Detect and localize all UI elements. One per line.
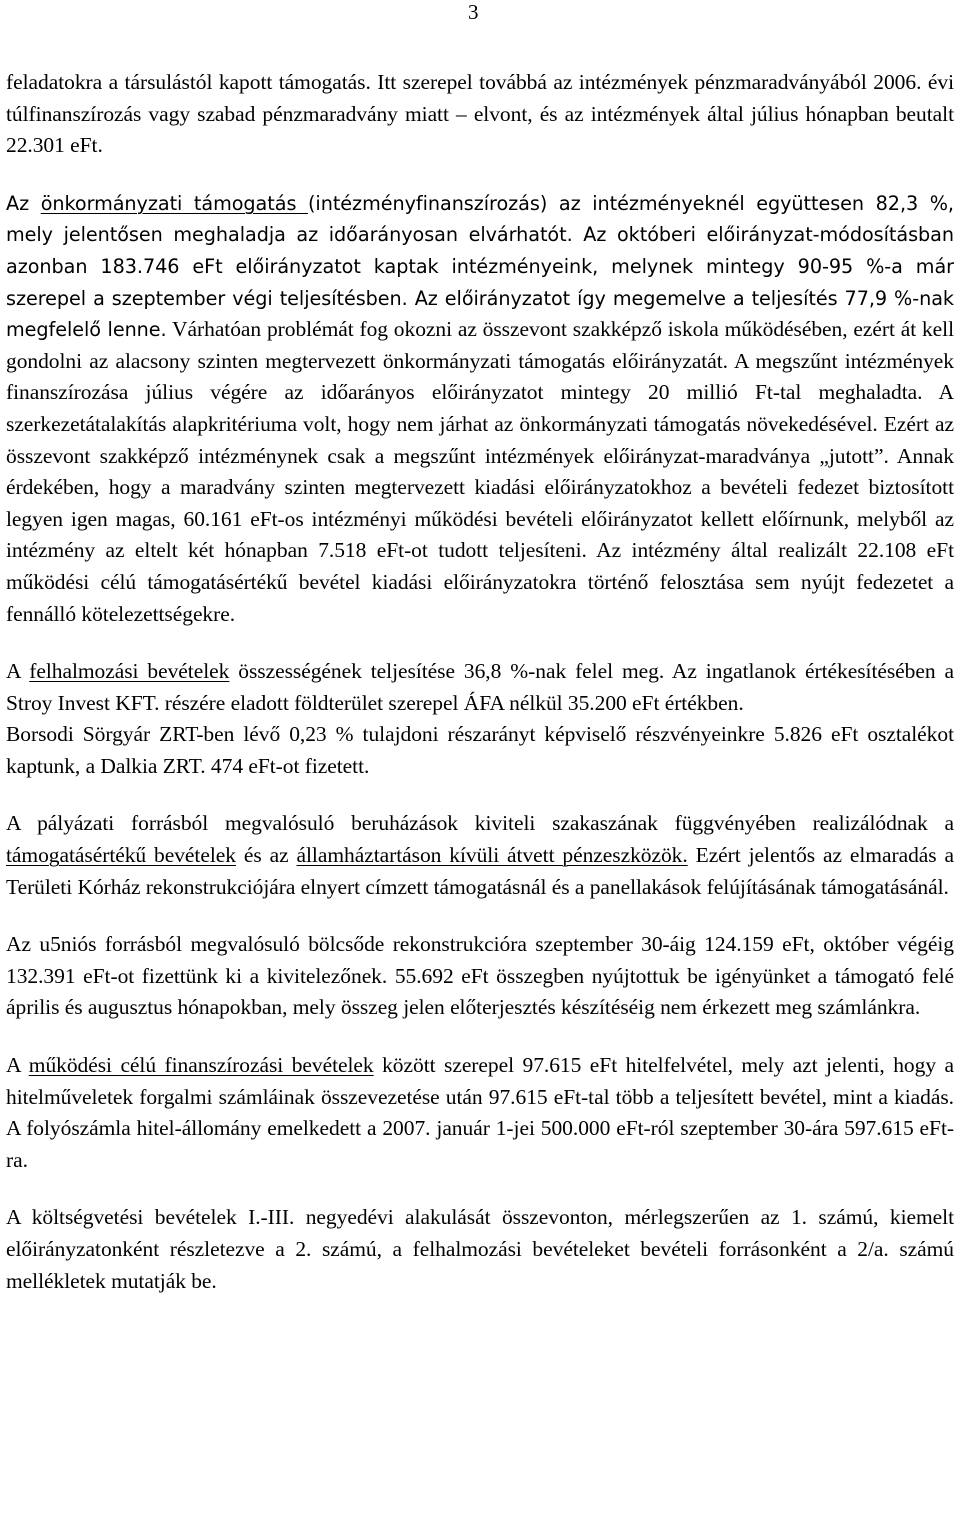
document-body [6,67,954,1297]
paragraph-financing-revenue [6,1050,954,1176]
paragraph-municipal-support [6,188,954,630]
text-segment: (intézményfinanszírozás) az intézményeknél együttesen 82,3 %, mely jelentősen meghaladja az időarányosan elvárhatót. Az októberi előirányzat-módosításban azonban 183.746 eFt előirányzatot kaptak intézményeink, melynek mintegy 90-95 %-a már szerepel a szeptember végi teljesítésben. Az előirányzatot így megemelve a teljesítés 77,9 %-nak megfelelő lenne. [6,191,954,342]
text-segment: A [6,1053,29,1078]
paragraph-nursery-reconstruction: Az u5niós forrásból megvalósuló bölcsőde rekonstrukcióra szeptember 30-áig 124.159 eFt, október végéig 132.391 eFt-ot fizettünk ki a kivitelezőnek. 55.692 eFt összegben nyújtottuk be igényünket a támogató felé április és augusztus hónapokban, mely összeg jelen előterjesztés készítéséig nem érkezett meg számlánkra. [6,932,954,1020]
text-segment: Az [6,191,41,215]
text-segment: A pályázati forrásból megvalósuló beruházások kiviteli szakaszának függvényében realizálódnak a [6,811,954,836]
paragraph-grant-investments [6,808,954,903]
page-number: 3 [468,0,479,24]
text-segment: Ezért jelentős az elmaradás a Területi Kórház rekonstrukciójára elnyert címzett támogatásnál és a panellakások felújításának támogatásánál. [6,843,954,899]
underlined-term-financing-revenue: működési célú finanszírozási bevételek [28,1053,374,1078]
text-segment: A [6,659,30,684]
underlined-term-transferred-funds: államháztartáson kívüli átvett pénzeszközök. [296,843,688,868]
paragraph-annex-reference: A költségvetési bevételek I.-III. negyedévi alakulását összevonton, mérlegszerűen az 1. számú, kiemelt előirányzatonként részletezve a 2. számú, a felhalmozási bevételeket bevételi forrásonként a 2/a. számú mellékletek mutatják be. [6,1205,954,1293]
text-segment: és az [235,843,297,868]
underlined-term-municipal-support: önkormányzati támogatás [40,191,308,215]
underlined-term-capital-revenue: felhalmozási bevételek [29,659,230,684]
text-segment: Borsodi Sörgyár ZRT-ben lévő 0,23 % tulajdoni részarányt képviselő részvényeinkre 5.826 eFt osztalékot kaptunk, a Dalkia ZRT. 474 eFt-ot fizetett. [6,722,954,778]
text-segment: összességének teljesítése 36,8 %-nak felel meg. Az ingatlanok értékesítésében a Stroy Invest KFT. részére eladott földterület szerepel ÁFA nélkül 35.200 eFt értékben. [6,659,955,715]
paragraph-support-intro: feladatokra a társulástól kapott támogatás. Itt szerepel továbbá az intézmények pénzmaradványából 2006. évi túlfinanszírozás vagy szabad pénzmaradvány miatt – elvont, és az intézmények által július hónapban beutalt 22.301 eFt. [6,70,954,158]
text-segment: között szerepel 97.615 eFt hitelfelvétel, mely azt jelenti, hogy a hitelműveletek forgalmi számláinak összevezetése után 97.615 eFt-tal több a teljesített bevétel, mint a kiadás. A folyószámla hitel-állomány emelkedett a 2007. január 1-jei 500.000 eFt-ról szeptember 30-ára 597.615 eFt-ra. [6,1053,954,1172]
underlined-term-grant-revenue: támogatásértékű bevételek [6,843,236,868]
text-segment: Várhatóan problémát fog okozni az összevont szakképző iskola működésében, ezért át kell gondolni az alacsony szinten megtervezett önkormányzati támogatás előirányzatát. A megszűnt intézmények finanszírozása július végére az időarányos előirányzatot mintegy 20 millió Ft-tal meghaladta. A szerkezetátalakítás alapkritériuma volt, hogy nem járhat az önkormányzati támogatás növekedésével. Ezért az összevont szakképző intézménynek csak a megszűnt intézmények előirányzat-maradványa „jutott”. Annak érdekében, hogy a maradvány szinten megtervezett kiadási előirányzatokhoz a bevételi fedezet biztosított legyen igen magas, 60.161 eFt-os intézményi működési bevételi előirányzatot kellett előírnunk, melyből az intézmény az eltelt két hónapban 7.518 eFt-ot tudott teljesíteni. Az intézmény által realizált 22.108 eFt működési célú támogatásértékű bevétel kiadási előirányzatokra történő felosztása sem nyújt fedezetet a fennálló kötelezettségekre. [6,317,954,626]
paragraph-capital-revenue [6,656,954,782]
